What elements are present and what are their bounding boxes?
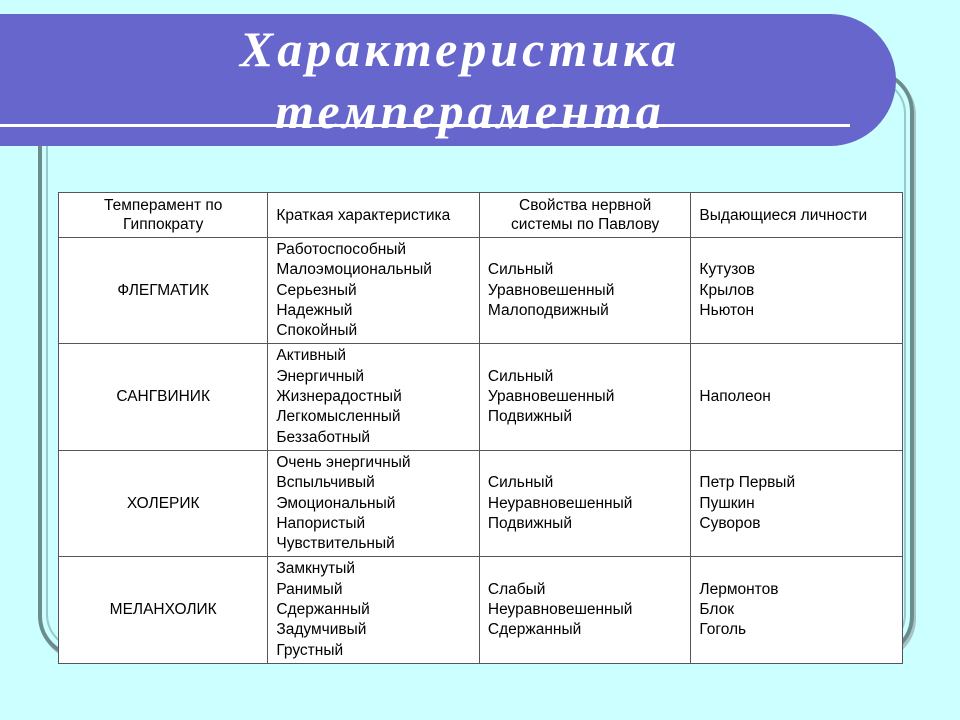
nervous-property: Уравновешенный — [487, 281, 615, 299]
nervous-cell — [479, 344, 691, 450]
notable-person: Ньютон — [699, 301, 755, 319]
notable-person: Суворов — [699, 514, 761, 532]
trait: Спокойный — [276, 322, 358, 340]
notable-person: Крылов — [699, 281, 755, 299]
notable-person: Гоголь — [699, 621, 747, 639]
temperament-name: ХОЛЕРИК — [59, 450, 268, 556]
nervous-property: Малоподвижный — [487, 301, 609, 319]
nervous-property: Неуравновешенный — [487, 601, 633, 619]
trait: Работоспособный — [276, 241, 407, 258]
trait: Вспыльчивый — [276, 474, 375, 492]
header-nervous-system: Свойства нервной системы по Павлову — [479, 193, 691, 238]
notable-person: Петр Первый — [699, 474, 796, 492]
traits-cell — [268, 344, 480, 450]
trait: Эмоциональный — [276, 494, 396, 512]
nervous-property: Подвижный — [487, 514, 572, 532]
nervous-cell — [479, 238, 691, 344]
notable-person: Пушкин — [699, 494, 755, 512]
trait: Чувствительный — [276, 535, 395, 553]
nervous-property: Уравновешенный — [487, 388, 615, 406]
traits-cell — [268, 557, 480, 663]
title-line-2: темперамента — [275, 83, 665, 139]
table-row — [59, 344, 903, 450]
table-row — [59, 450, 903, 556]
trait: Сдержанный — [276, 601, 370, 619]
nervous-property: Сильный — [487, 367, 554, 385]
trait: Напористый — [276, 514, 366, 532]
temperament-table — [58, 192, 903, 664]
trait: Легкомысленный — [276, 408, 401, 426]
trait: Задумчивый — [276, 621, 367, 639]
nervous-property: Подвижный — [487, 408, 572, 426]
notable-person: Наполеон — [699, 388, 771, 406]
people-cell — [691, 450, 903, 556]
trait: Активный — [276, 347, 347, 365]
trait: Беззаботный — [276, 428, 371, 446]
trait: Замкнутый — [276, 560, 355, 578]
header-people: Выдающиеся личности — [691, 193, 903, 238]
nervous-cell — [479, 450, 691, 556]
trait: Очень энергичный — [276, 453, 411, 471]
notable-person: Блок — [699, 601, 735, 619]
trait: Жизнерадостный — [276, 388, 402, 406]
title-line-1: Характеристика — [239, 21, 681, 77]
notable-person: Кутузов — [699, 261, 756, 279]
slide-title — [150, 18, 770, 142]
nervous-property: Сдержанный — [487, 621, 582, 639]
table-header-row — [59, 193, 903, 238]
header-traits: Краткая характеристика — [268, 193, 480, 238]
people-cell — [691, 344, 903, 450]
people-cell — [691, 557, 903, 663]
table-row — [59, 238, 903, 344]
people-cell — [691, 238, 903, 344]
nervous-property: Сильный — [487, 474, 554, 492]
trait: Грустный — [276, 641, 344, 659]
temperament-name: ФЛЕГМАТИК — [59, 238, 268, 344]
trait: Энергичный — [276, 367, 365, 385]
header-temperament: Темперамент по Гиппократу — [59, 193, 268, 238]
nervous-property: Слабый — [487, 580, 546, 598]
nervous-property: Неуравновешенный — [487, 494, 633, 512]
nervous-cell — [479, 557, 691, 663]
table-row — [59, 557, 903, 663]
traits-cell — [268, 450, 480, 556]
trait: Серьезный — [276, 281, 357, 299]
temperament-name: САНГВИНИК — [59, 344, 268, 450]
notable-person: Лермонтов — [699, 580, 779, 598]
trait: Малоэмоциональный — [276, 261, 432, 279]
trait: Ранимый — [276, 580, 343, 598]
traits-cell — [268, 238, 480, 344]
nervous-property: Сильный — [487, 261, 554, 279]
temperament-name: МЕЛАНХОЛИК — [59, 557, 268, 663]
trait: Надежный — [276, 301, 353, 319]
